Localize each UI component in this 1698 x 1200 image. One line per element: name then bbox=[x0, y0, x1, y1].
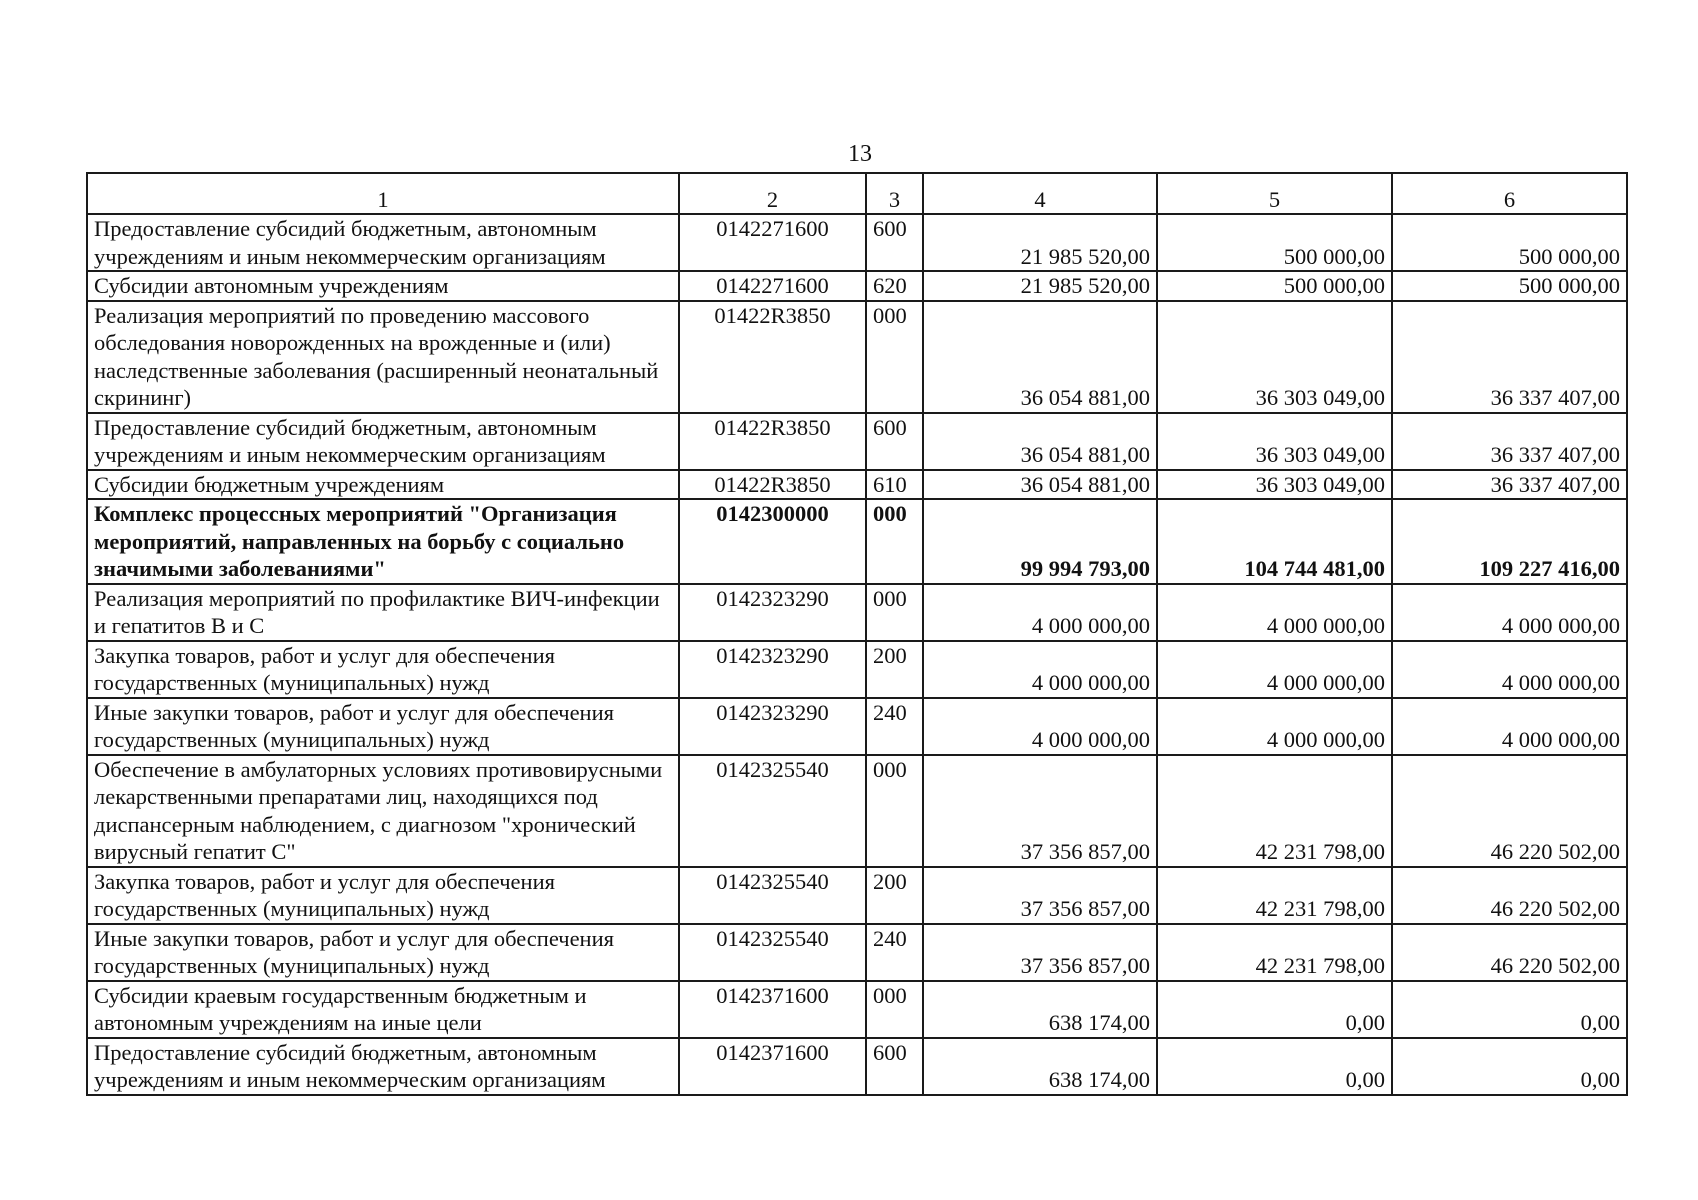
row-kvr-cell: 000 bbox=[866, 981, 923, 1038]
table-row bbox=[87, 413, 1627, 470]
row-code-cell: 0142271600 bbox=[679, 271, 866, 301]
row-value-col4-cell: 36 054 881,00 bbox=[923, 470, 1157, 500]
page-number: 13 bbox=[848, 141, 872, 167]
row-name-cell: Иные закупки товаров, работ и услуг для обеспечения государственных (муниципальных) нужд bbox=[87, 924, 679, 981]
table-row bbox=[87, 1038, 1627, 1095]
row-code-cell: 0142325540 bbox=[679, 867, 866, 924]
row-code-cell: 0142300000 bbox=[679, 499, 866, 584]
row-value-col6-cell: 0,00 bbox=[1392, 1038, 1627, 1095]
row-value-col6-cell: 109 227 416,00 bbox=[1392, 499, 1627, 584]
row-value-col4-cell: 36 054 881,00 bbox=[923, 301, 1157, 413]
table-row bbox=[87, 867, 1627, 924]
row-value-col5-cell: 4 000 000,00 bbox=[1157, 641, 1392, 698]
row-value-col5-cell: 4 000 000,00 bbox=[1157, 584, 1392, 641]
row-value-col6-cell: 4 000 000,00 bbox=[1392, 641, 1627, 698]
column-header-6: 6 bbox=[1392, 173, 1627, 214]
row-name-cell: Закупка товаров, работ и услуг для обеспечения государственных (муниципальных) нужд bbox=[87, 867, 679, 924]
table-row bbox=[87, 470, 1627, 500]
row-kvr-cell: 600 bbox=[866, 214, 923, 271]
column-header-2: 2 bbox=[679, 173, 866, 214]
row-value-col5-cell: 36 303 049,00 bbox=[1157, 470, 1392, 500]
row-value-col6-cell: 4 000 000,00 bbox=[1392, 584, 1627, 641]
row-code-cell: 0142325540 bbox=[679, 755, 866, 867]
column-number-row bbox=[87, 173, 1627, 214]
row-code-cell: 01422R3850 bbox=[679, 470, 866, 500]
column-header-1: 1 bbox=[87, 173, 679, 214]
row-name-cell: Иные закупки товаров, работ и услуг для обеспечения государственных (муниципальных) нужд bbox=[87, 698, 679, 755]
row-code-cell: 0142323290 bbox=[679, 698, 866, 755]
row-name-cell: Закупка товаров, работ и услуг для обеспечения государственных (муниципальных) нужд bbox=[87, 641, 679, 698]
row-value-col6-cell: 4 000 000,00 bbox=[1392, 698, 1627, 755]
row-kvr-cell: 200 bbox=[866, 867, 923, 924]
column-header-4: 4 bbox=[923, 173, 1157, 214]
row-code-cell: 0142371600 bbox=[679, 981, 866, 1038]
row-value-col4-cell: 638 174,00 bbox=[923, 981, 1157, 1038]
row-code-cell: 01422R3850 bbox=[679, 413, 866, 470]
row-name-cell: Предоставление субсидий бюджетным, автономным учреждениям и иным некоммерческим организациям bbox=[87, 1038, 679, 1095]
row-name-cell: Субсидии краевым государственным бюджетным и автономным учреждениям на иные цели bbox=[87, 981, 679, 1038]
row-value-col4-cell: 4 000 000,00 bbox=[923, 584, 1157, 641]
row-value-col4-cell: 638 174,00 bbox=[923, 1038, 1157, 1095]
row-name-cell: Предоставление субсидий бюджетным, автономным учреждениям и иным некоммерческим организациям bbox=[87, 413, 679, 470]
row-kvr-cell: 000 bbox=[866, 755, 923, 867]
row-name-cell: Субсидии бюджетным учреждениям bbox=[87, 470, 679, 500]
row-name-cell: Обеспечение в амбулаторных условиях противовирусными лекарственными препаратами лиц, находящихся под диспансерным наблюдением, с диагнозом "хронический вирусный гепатит С" bbox=[87, 755, 679, 867]
row-value-col5-cell: 36 303 049,00 bbox=[1157, 301, 1392, 413]
row-value-col6-cell: 36 337 407,00 bbox=[1392, 301, 1627, 413]
row-code-cell: 01422R3850 bbox=[679, 301, 866, 413]
row-value-col5-cell: 36 303 049,00 bbox=[1157, 413, 1392, 470]
row-name-cell: Реализация мероприятий по проведению массового обследования новорожденных на врожденные и (или) наследственные заболевания (расширенный неонатальный скрининг) bbox=[87, 301, 679, 413]
row-code-cell: 0142371600 bbox=[679, 1038, 866, 1095]
row-code-cell: 0142323290 bbox=[679, 641, 866, 698]
row-name-cell: Реализация мероприятий по профилактике ВИЧ-инфекции и гепатитов В и С bbox=[87, 584, 679, 641]
row-value-col6-cell: 46 220 502,00 bbox=[1392, 867, 1627, 924]
row-name-cell: Комплекс процессных мероприятий "Организация мероприятий, направленных на борьбу с социально значимыми заболеваниями" bbox=[87, 499, 679, 584]
row-value-col5-cell: 104 744 481,00 bbox=[1157, 499, 1392, 584]
row-value-col4-cell: 4 000 000,00 bbox=[923, 641, 1157, 698]
row-value-col4-cell: 4 000 000,00 bbox=[923, 698, 1157, 755]
table-row bbox=[87, 981, 1627, 1038]
table-row bbox=[87, 698, 1627, 755]
row-value-col4-cell: 21 985 520,00 bbox=[923, 271, 1157, 301]
row-value-col5-cell: 500 000,00 bbox=[1157, 214, 1392, 271]
table-row bbox=[87, 271, 1627, 301]
column-header-3: 3 bbox=[866, 173, 923, 214]
row-value-col4-cell: 36 054 881,00 bbox=[923, 413, 1157, 470]
row-value-col6-cell: 46 220 502,00 bbox=[1392, 755, 1627, 867]
row-value-col5-cell: 42 231 798,00 bbox=[1157, 755, 1392, 867]
row-kvr-cell: 610 bbox=[866, 470, 923, 500]
row-value-col4-cell: 99 994 793,00 bbox=[923, 499, 1157, 584]
column-header-5: 5 bbox=[1157, 173, 1392, 214]
table-row bbox=[87, 924, 1627, 981]
row-value-col6-cell: 0,00 bbox=[1392, 981, 1627, 1038]
row-value-col6-cell: 36 337 407,00 bbox=[1392, 470, 1627, 500]
budget-table bbox=[86, 172, 1628, 1096]
row-kvr-cell: 000 bbox=[866, 584, 923, 641]
row-value-col4-cell: 37 356 857,00 bbox=[923, 755, 1157, 867]
row-kvr-cell: 000 bbox=[866, 301, 923, 413]
row-value-col5-cell: 0,00 bbox=[1157, 981, 1392, 1038]
row-value-col5-cell: 42 231 798,00 bbox=[1157, 924, 1392, 981]
table-row bbox=[87, 499, 1627, 584]
table-row bbox=[87, 214, 1627, 271]
row-name-cell: Предоставление субсидий бюджетным, автономным учреждениям и иным некоммерческим организациям bbox=[87, 214, 679, 271]
row-name-cell: Субсидии автономным учреждениям bbox=[87, 271, 679, 301]
table-row bbox=[87, 301, 1627, 413]
row-value-col4-cell: 37 356 857,00 bbox=[923, 924, 1157, 981]
row-kvr-cell: 600 bbox=[866, 1038, 923, 1095]
row-kvr-cell: 600 bbox=[866, 413, 923, 470]
row-value-col5-cell: 42 231 798,00 bbox=[1157, 867, 1392, 924]
row-value-col5-cell: 0,00 bbox=[1157, 1038, 1392, 1095]
row-value-col5-cell: 500 000,00 bbox=[1157, 271, 1392, 301]
row-code-cell: 0142323290 bbox=[679, 584, 866, 641]
row-value-col6-cell: 46 220 502,00 bbox=[1392, 924, 1627, 981]
row-kvr-cell: 620 bbox=[866, 271, 923, 301]
row-value-col6-cell: 36 337 407,00 bbox=[1392, 413, 1627, 470]
row-kvr-cell: 240 bbox=[866, 924, 923, 981]
table-row bbox=[87, 641, 1627, 698]
row-value-col4-cell: 21 985 520,00 bbox=[923, 214, 1157, 271]
row-value-col6-cell: 500 000,00 bbox=[1392, 214, 1627, 271]
row-code-cell: 0142271600 bbox=[679, 214, 866, 271]
table-row bbox=[87, 584, 1627, 641]
row-value-col4-cell: 37 356 857,00 bbox=[923, 867, 1157, 924]
row-kvr-cell: 200 bbox=[866, 641, 923, 698]
row-value-col5-cell: 4 000 000,00 bbox=[1157, 698, 1392, 755]
table-row bbox=[87, 755, 1627, 867]
row-code-cell: 0142325540 bbox=[679, 924, 866, 981]
row-value-col6-cell: 500 000,00 bbox=[1392, 271, 1627, 301]
row-kvr-cell: 240 bbox=[866, 698, 923, 755]
row-kvr-cell: 000 bbox=[866, 499, 923, 584]
